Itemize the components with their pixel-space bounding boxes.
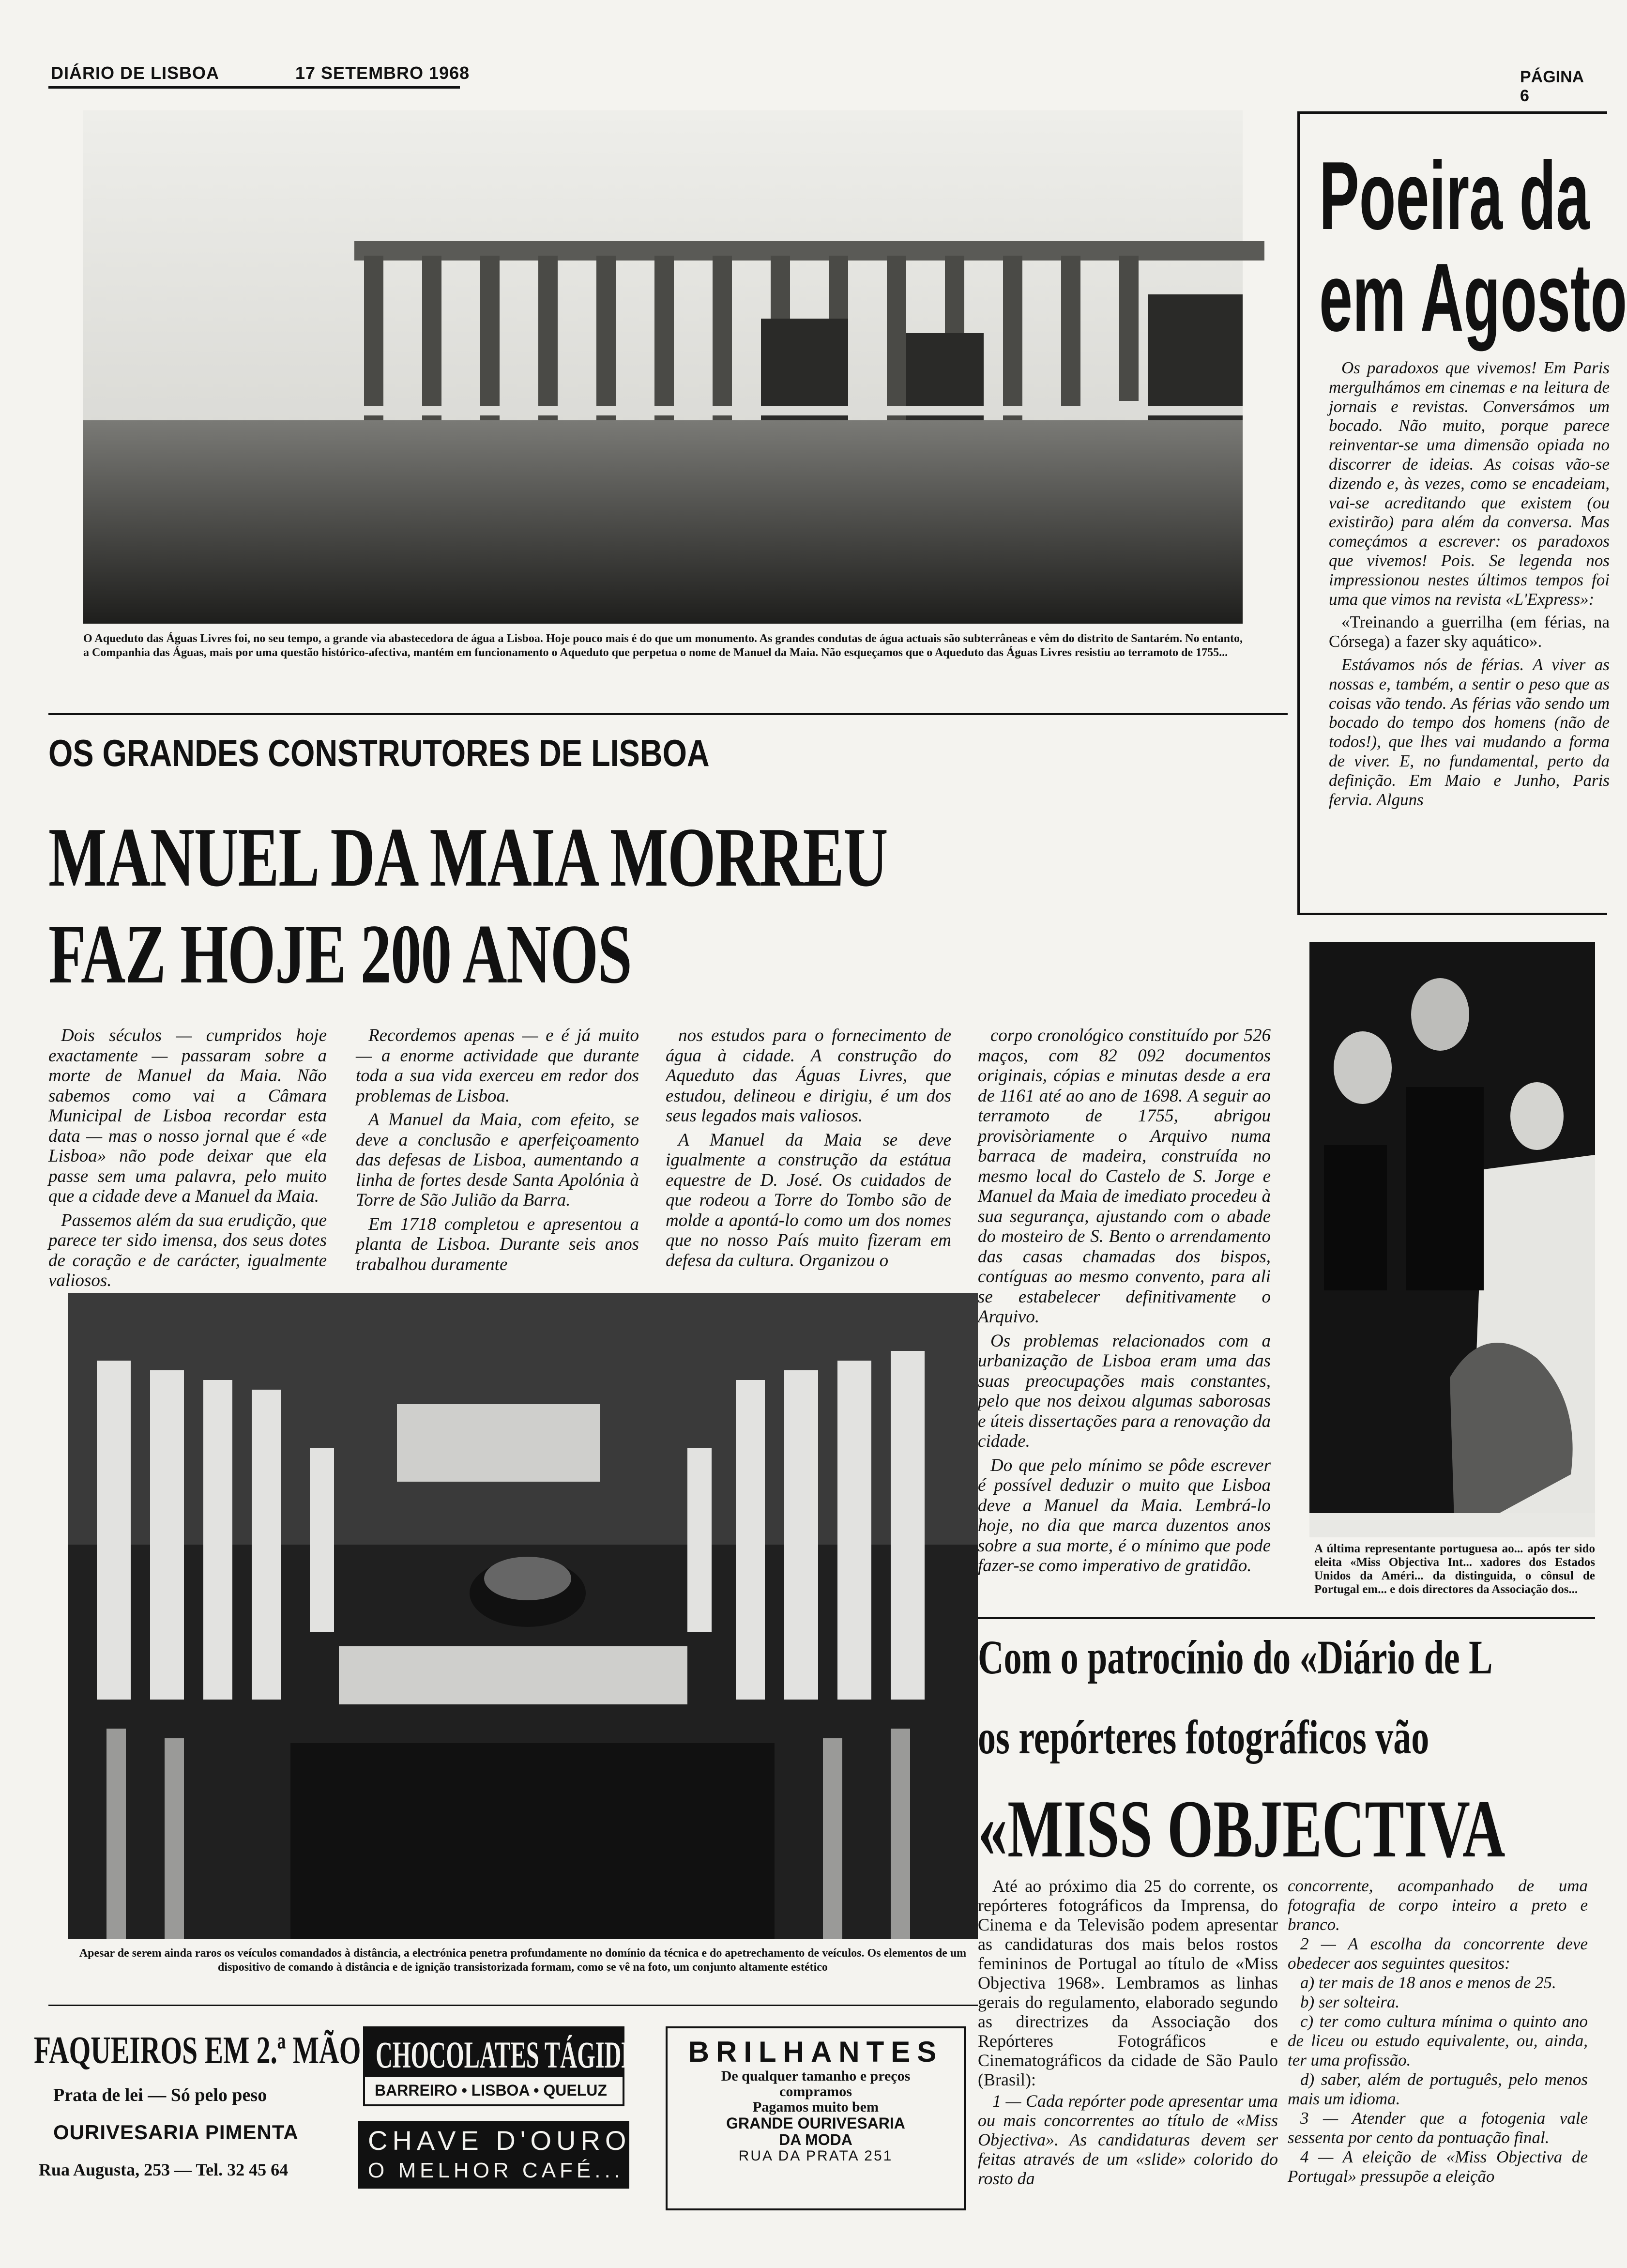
poeira-text	[1329, 358, 1610, 813]
poeira-title-1: Poeira da	[1319, 142, 1590, 250]
maia-col3-p1: nos estudos para o fornecimento de água à cidade. A construção do Aqueduto das Águas Livres, que estudou, delineou e dirigiu, é um dos seus legados mais valiosos.	[666, 1026, 951, 1126]
maia-column-2	[356, 1026, 639, 1278]
machine-caption: Apesar de serem ainda raros os veículos comandados à distância, a electrónica penetra profundamente no domínio da técnica e do apetrechamento de veículos. Os elementos de um dispositivo de comando à distância e de ignição transistorizada formam, como se vê na foto, um conjunto altamente estético	[79, 1947, 967, 1974]
masthead-rule	[48, 86, 460, 89]
miss-headline-1: Com o patrocínio do «Diário de L	[978, 1630, 1493, 1684]
brilhantes-line6: RUA DA PRATA 251	[738, 2148, 893, 2164]
divider-ads	[48, 2005, 978, 2006]
ad-chave-douro	[358, 2121, 629, 2189]
miss-col2-p6: d) saber, além de português, pelo menos mais um idioma.	[1288, 2070, 1588, 2108]
miss-col1-p1: Até ao próximo dia 25 do corrente, os repórteres fotográficos da Imprensa, do Cinema e da Televisão podem apresentar as candidaturas dos mais belos rostos femininos de Portugal ao título de «Miss Objectiva 1968». Lembramos as linhas gerais do regulamento, elaborado segundo as directrizes da Associação dos Repórteres Fotográficos e Cinematográficos da cidade de São Paulo (Brasil):	[978, 1876, 1278, 2089]
faqueiros-address: Rua Augusta, 253 — Tel. 32 45 64	[39, 2160, 289, 2179]
page-number: PÁGINA 6	[1520, 68, 1583, 105]
maia-col4-p2: Os problemas relacionados com a urbanização de Lisboa eram uma das suas preocupações mais constantes, pelo que nos deixou algumas saborosas e úteis dissertações para a renovação da cidade.	[978, 1331, 1271, 1451]
maia-col2-p1: Recordemos apenas — e é já muito — a enorme actividade que durante toda a sua vida exerceu em redor dos problemas de Lisboa.	[356, 1026, 639, 1106]
machine-illustration	[68, 1293, 978, 1939]
brilhantes-line2: compramos	[779, 2084, 852, 2099]
maia-headline-2: FAZ HOJE 200 ANOS	[48, 907, 632, 1001]
ad-brilhantes	[666, 2026, 966, 2210]
miss-col1-p2: 1 — Cada repórter pode apresentar uma ou mais concorrentes ao título de «Miss Objectiva». As candidaturas devem ser feitas através de um «slide» colorido do rosto da	[978, 2091, 1278, 2188]
chocolates-title: CHOCOLATES TÁGIDES	[376, 2034, 650, 2076]
divider-1	[48, 713, 1288, 715]
maia-col4-p1: corpo cronológico constituído por 526 maços, com 82 092 documentos originais, cópias e minutas desde a era de 1161 até ao ano de 1698. A seguir ao terramoto de 1755, abrigou provisòriamente o Arquivo numa barraca de madeira, construída no mesmo local do Castelo de S. Jorge e Manuel da Maia de imediato procedeu à sua segurança, ajustando com o abade do mosteiro de S. Bento o arrendamento das casas chamadas dos bispos, contíguas ao mesmo convento, para ali se estabelecer definitivamente o Arquivo.	[978, 1026, 1271, 1327]
chave-line2: O MELHOR CAFÉ...	[368, 2159, 624, 2182]
miss-col2-p4: b) ser solteira.	[1300, 1992, 1400, 2011]
poeira-p2: «Treinando a guerrilha (em férias, na Córsega) a fazer sky aquático».	[1329, 613, 1610, 651]
maia-col3-p2: A Manuel da Maia se deve igualmente a construção da estátua equestre de D. José. Os cuidados de que rodeou a Torre do Tombo são de molde a apontá-lo como um dos nomes que no nosso País muito fizeram em defesa da cultura. Organizou o	[666, 1130, 951, 1271]
maia-col1-p1: Dois séculos — cumpridos hoje exactamente — passaram sobre a morte de Manuel da Maia. Não sabemos como vai a Câmara Municipal de Lisboa recordar esta data — mas o nosso jornal que é «de Lisboa» não pode deixar que ela passe sem uma palavra, pelo muito que a cidade deve a Manuel da Maia.	[48, 1026, 327, 1206]
maia-kicker: OS GRANDES CONSTRUTORES DE LISBOA	[48, 732, 710, 774]
chocolates-places: BARREIRO • LISBOA • QUELUZ	[375, 2082, 607, 2099]
faqueiros-title: FAQUEIROS EM 2.ª MÃO	[34, 2029, 361, 2072]
aqueduct-caption: O Aqueduto das Águas Livres foi, no seu tempo, a grande via abastecedora de água a Lisboa. Hoje pouco mais é do que um monumento. As grandes condutas de água actuais são subterrâneas e vêm do distrito de Santarém. No entanto, a Companhia das Águas, mais por uma questão histórico-afectiva, mantém em funcionamento o Aqueduto que perpetua o nome de Manuel da Maia. Não esqueçamos que o Aqueduto das Águas Livres resistiu ao terramoto de 1755...	[83, 632, 1243, 659]
aqueduct-photo	[83, 110, 1243, 624]
miss-col2-p8: 4 — A eleição de «Miss Objectiva de Portugal» pressupõe a eleição	[1288, 2147, 1588, 2186]
maia-col4-p3: Do que pelo mínimo se pôde escrever é possível deduzir o muito que Lisboa deve a Manuel da Maia. Lembrá-lo hoje, no dia que marca duzentos anos sobre a sua morte, é o mínimo que pode fazer-se como imperativo de gratidão.	[978, 1455, 1271, 1576]
brilhantes-line1: De qualquer tamanho e preços	[721, 2068, 911, 2084]
maia-column-4	[978, 1026, 1271, 1580]
ad-chocolates	[363, 2026, 650, 2106]
poeira-p1: Os paradoxos que vivemos! Em Paris mergulhámos em cinemas e na leitura de jornais e revistas. Conversámos um bocado. Não muito, porque parece reinventar-se uma dimensão opiada no discorrer de ideias. As coisas vão-se dizendo e, às vezes, como se encadeiam, vai-se acreditando que existem (ou existirão) para além da conversa. Mas começámos a escrever: os paradoxos que vivemos! Pois. Se legenda nos impressionou nestes últimos tempos foi uma que vimos na revista «L'Express»:	[1329, 358, 1610, 609]
miss-photo	[1309, 942, 1595, 1537]
issue-date: 17 SETEMBRO 1968	[295, 63, 470, 83]
maia-column-1	[48, 1026, 327, 1295]
miss-photo-caption: A última representante portuguesa ao... após ter sido eleita «Miss Objectiva Int... xadores dos Estados Unidos da Améri... da distinguida, o cônsul de Portugal em... e dois directores da Associação dos...	[1314, 1542, 1595, 1596]
brilhantes-line5: DA MODA	[779, 2131, 852, 2148]
maia-col1-p2: Passemos além da sua erudição, que parece ter sido imensa, dos seus dotes de coração e de carácter, igualmente valiosos.	[48, 1210, 327, 1290]
chave-line1: CHAVE D'OURO	[368, 2125, 631, 2156]
miss-col2-p5: c) ter como cultura mínima o quinto ano de liceu ou estudo equivalente, ou, ainda, ter uma profissão.	[1288, 2012, 1588, 2069]
poeira-box	[1297, 111, 1627, 915]
faqueiros-shop: OURIVESARIA PIMENTA	[53, 2121, 299, 2144]
divider-miss	[978, 1617, 1595, 1619]
aqueduct-illustration	[83, 110, 1243, 624]
poeira-title-2: em Agosto	[1319, 244, 1627, 352]
miss-col2-p2: 2 — A escolha da concorrente deve obedecer aos seguintes quesitos:	[1288, 1934, 1588, 1973]
brilhantes-title: BRILHANTES	[688, 2036, 943, 2068]
maia-column-3	[666, 1026, 951, 1274]
faqueiros-line: Prata de lei — Só pelo peso	[53, 2085, 267, 2105]
ad-faqueiros	[34, 2019, 361, 2242]
miss-col2-p3: a) ter mais de 18 anos e menos de 25.	[1300, 1973, 1556, 1992]
miss-col2-p1: concorrente, acompanhado de uma fotografia de corpo inteiro a preto e branco.	[1288, 1876, 1588, 1934]
masthead	[0, 48, 1595, 105]
miss-column-1	[978, 1876, 1278, 2188]
maia-col2-p3: Em 1718 completou e apresentou a planta de Lisboa. Durante seis anos trabalhou duramente	[356, 1214, 639, 1274]
brilhantes-line4: GRANDE OURIVESARIA	[726, 2115, 905, 2132]
paper-name: DIÁRIO DE LISBOA	[51, 63, 220, 83]
miss-column-2	[1288, 1876, 1588, 2186]
maia-col2-p2: A Manuel da Maia, com efeito, se deve a conclusão e aperfeiçoamento das defesas de Lisboa, aumentando a linha de fortes desde Santa Apolónia à Torre de São Julião da Barra.	[356, 1110, 639, 1210]
miss-illustration	[1309, 942, 1595, 1537]
machine-photo	[68, 1293, 978, 1939]
miss-headline-2: os repórteres fotográficos vão	[978, 1710, 1429, 1764]
miss-col2-p7: 3 — Atender que a fotogenia vale sessenta por cento da pontuação final.	[1288, 2109, 1588, 2147]
poeira-p3: Estávamos nós de férias. A viver as nossas e, também, a sentir o peso que as coisas vão tendo. As férias vão sendo um bocado do tempo dos homens (não de todos!), que lhes vai mudando a forma de viver. E, no fundamental, perto da definição. Em Maio e Junho, Paris fervia. Alguns	[1329, 655, 1610, 809]
brilhantes-line3: Pagamos muito bem	[753, 2099, 879, 2115]
maia-headline-1: MANUEL DA MAIA MORREU	[48, 810, 888, 904]
miss-headline-3: «MISS OBJECTIVA	[978, 1783, 1505, 1874]
